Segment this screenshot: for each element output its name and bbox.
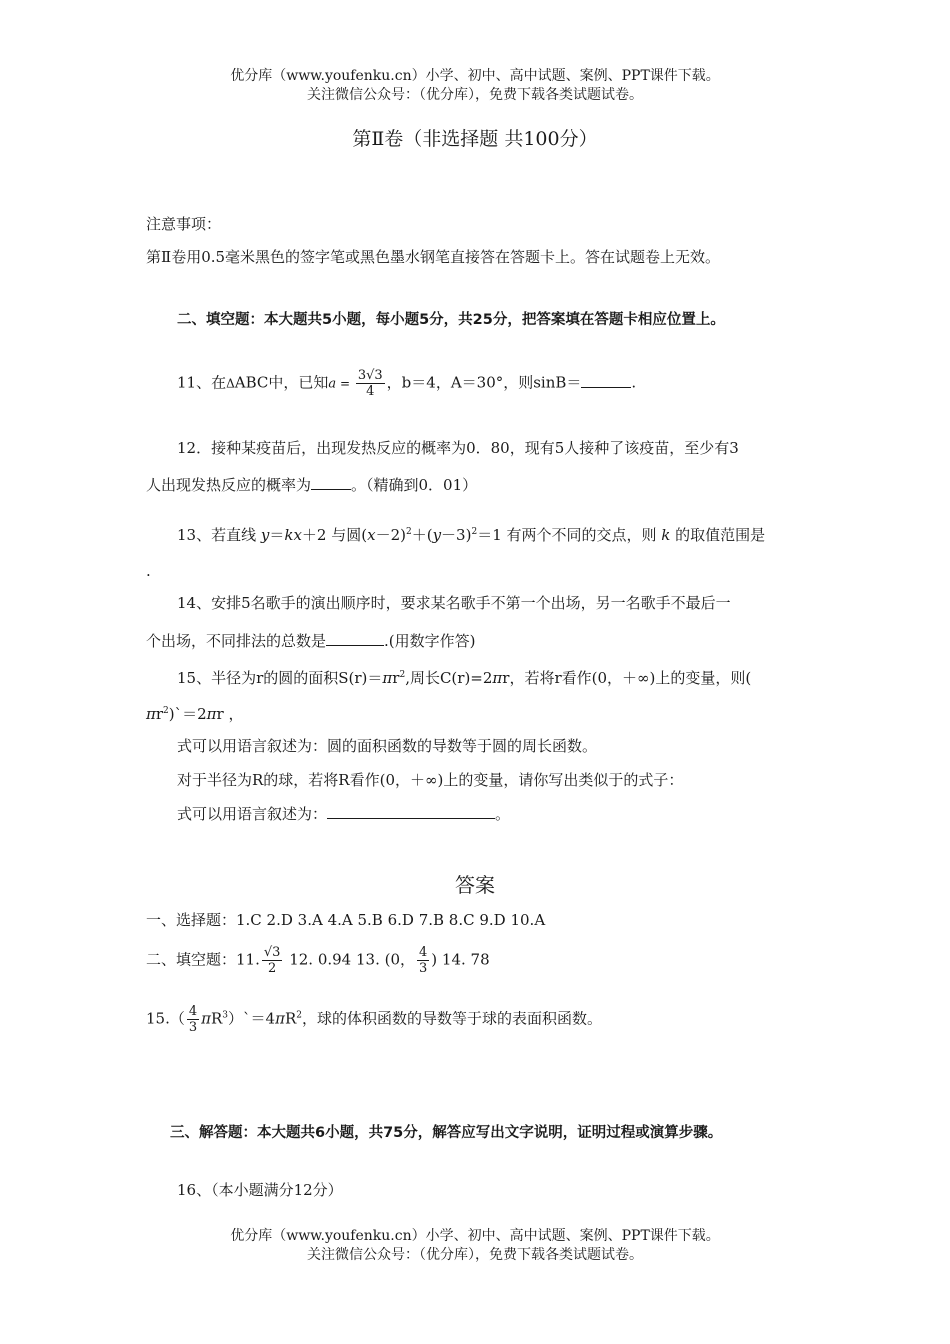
q13-kx: kx [284, 526, 302, 544]
q15-sup-2: 2 [163, 706, 169, 716]
q11-frac-den: 4 [366, 384, 375, 399]
q15-line-3: 式可以用语言叙述为：圆的面积函数的导数等于圆的周长函数。 [177, 737, 598, 755]
q13-text-5: ＋( [411, 526, 433, 544]
q14-line2-a: 个出场，不同排法的总数是 [146, 632, 327, 650]
q11-eq: = [336, 376, 354, 391]
fill-frac-2-num: 4 [419, 945, 428, 960]
footer-line-2: 关注微信公众号：（优分库），免费下载各类试题试卷。 [307, 1247, 643, 1263]
q13-x: x [367, 526, 376, 544]
fill-frac-1-den: 2 [262, 960, 283, 976]
q14-line2-b: .(用数字作答) [384, 632, 476, 650]
q15-pi-3: π [146, 705, 156, 723]
q13-y2: y [432, 526, 442, 544]
q15-l1-b: r [392, 669, 400, 687]
a15-b: R [211, 1009, 223, 1028]
q15-l1-a: 15、半径为r的圆的面积S(r)＝ [177, 669, 383, 687]
q13-sup-2: 2 [471, 527, 478, 537]
section3-heading: 三、解答题：本大题共6小题，共75分，解答应写出文字说明，证明过程或演算步骤。 [170, 1125, 723, 1141]
question-16: 16、（本小题满分12分） [177, 1181, 343, 1199]
q11-frac-num: 3√3 [357, 368, 383, 383]
answers-q15 [146, 1004, 602, 1035]
a15-pi: π [201, 1009, 211, 1028]
q13-k: k [661, 526, 671, 544]
q11-answer-blank[interactable] [581, 387, 631, 388]
header-line-1: 优分库（www.youfenku.cn）小学、初中、高中试题、案例、PPT课件下载。 [230, 68, 720, 84]
q13-text-7: ＝1 有两个不同的交点，则 [477, 526, 662, 544]
a15-c: ）`＝4 [228, 1009, 276, 1028]
a15-frac [187, 1004, 199, 1035]
q14-line-1: 14、安排5名歌手的演出顺序时，要求某名歌手不第一个出场，另一名歌手不最后一 [177, 594, 731, 612]
header-line-2: 关注微信公众号：（优分库），免费下载各类试题试卷。 [307, 87, 643, 103]
fill-frac-1-num: √3 [263, 945, 281, 960]
q12-line2-a: 人出现发热反应的概率为 [146, 476, 312, 494]
q13-text-2: ＝ [269, 526, 285, 544]
q11-a-var: a [328, 376, 337, 392]
question-13 [177, 521, 765, 546]
fill-a: 二、填空题：11. [146, 950, 260, 969]
q13-text-4: －2) [375, 526, 406, 544]
q11-fraction [356, 368, 385, 399]
q12-line-1: 12．接种某疫苗后，出现发热反应的概率为0．80，现有5人接种了该疫苗，至少有3 [177, 439, 739, 457]
q15-line-2 [146, 700, 243, 725]
q13-dot: . [146, 562, 151, 580]
q11-triangle: Δ [226, 376, 235, 391]
answers-heading: 答案 [455, 873, 495, 897]
q15-l5-a: 式可以用语言叙述为： [177, 805, 328, 823]
a15-sq: 2 [296, 1010, 302, 1021]
section2-heading: 二、填空题：本大题共5小题，每小题5分，共25分，把答案填在答题卡相应位置上。 [177, 312, 725, 328]
q13-text-1: 13、若直线 [177, 526, 261, 544]
q11-suffix: ，b＝4，A＝30°，则sinB＝ [386, 373, 582, 392]
q11-end: . [631, 373, 637, 392]
q12-answer-blank[interactable] [311, 489, 351, 490]
q15-line-1 [177, 664, 751, 689]
q14-line-2 [146, 630, 476, 652]
a15-pi-2: π [275, 1009, 285, 1028]
q15-l1-d: r，若将r看作(0，＋∞)上的变量，则( [502, 669, 752, 687]
q12-line-2 [146, 474, 477, 496]
a15-a: 15.（ [146, 1009, 185, 1028]
q15-l2-b: r [155, 705, 164, 723]
q11-prefix: 11、在 [177, 373, 227, 392]
a15-cube: 3 [222, 1010, 229, 1021]
q15-line-4: 对于半径为R的球，若将R看作(0，＋∞)上的变量，请你写出类似于的式子： [177, 771, 684, 789]
q15-l5-b: 。 [495, 805, 511, 823]
q14-answer-blank[interactable] [326, 645, 384, 646]
fill-frac-2 [417, 945, 429, 976]
page-title: 第Ⅱ卷（非选择题 共100分） [352, 128, 598, 150]
a15-e: ，球的体积函数的导数等于球的表面积函数。 [301, 1009, 602, 1028]
q15-line-5 [177, 803, 510, 825]
answers-multiple-choice: 一、选择题：1.C 2.D 3.A 4.A 5.B 6.D 7.B 8.C 9.D 10.A [146, 911, 546, 929]
q13-text-6: －3) [441, 526, 472, 544]
q15-sup-1: 2 [399, 670, 406, 680]
q15-l1-c: ,周长C(r)=2 [405, 669, 493, 687]
q13-text-8: 的取值范围是 [670, 526, 766, 544]
a15-frac-den: 3 [188, 1020, 198, 1035]
q15-pi-1: π [382, 669, 393, 687]
notice-heading: 注意事项： [146, 215, 222, 233]
fill-frac-1 [262, 945, 283, 976]
a15-d: R [284, 1009, 297, 1028]
q13-y: y [260, 526, 270, 544]
q13-sup-1: 2 [405, 527, 412, 537]
notice-text: 第Ⅱ卷用0.5毫米黑色的签字笔或黑色墨水钢笔直接答在答题卡上。答在试题卷上无效。 [146, 248, 721, 266]
fill-c: ) 14. 78 [431, 950, 490, 969]
footer-line-1: 优分库（www.youfenku.cn）小学、初中、高中试题、案例、PPT课件下载。 [230, 1228, 720, 1244]
q12-line2-b: 。（精确到0．01） [351, 476, 478, 494]
q15-pi-4: π [206, 705, 217, 723]
fill-b: 12. 0.94 13. (0， [284, 950, 415, 969]
q13-text-3: ＋2 与圆( [301, 526, 368, 544]
a15-frac-num: 4 [188, 1004, 198, 1019]
q15-l2-d: r ， [216, 705, 244, 723]
q15-l2-c: )`＝2 [168, 705, 207, 723]
q15-answer-blank[interactable] [327, 818, 495, 819]
q15-pi-2: π [492, 669, 503, 687]
fill-frac-2-den: 3 [419, 961, 428, 976]
q11-abc: ABC中，已知 [234, 373, 329, 392]
answers-fill-in [146, 945, 490, 976]
question-11 [177, 368, 636, 399]
